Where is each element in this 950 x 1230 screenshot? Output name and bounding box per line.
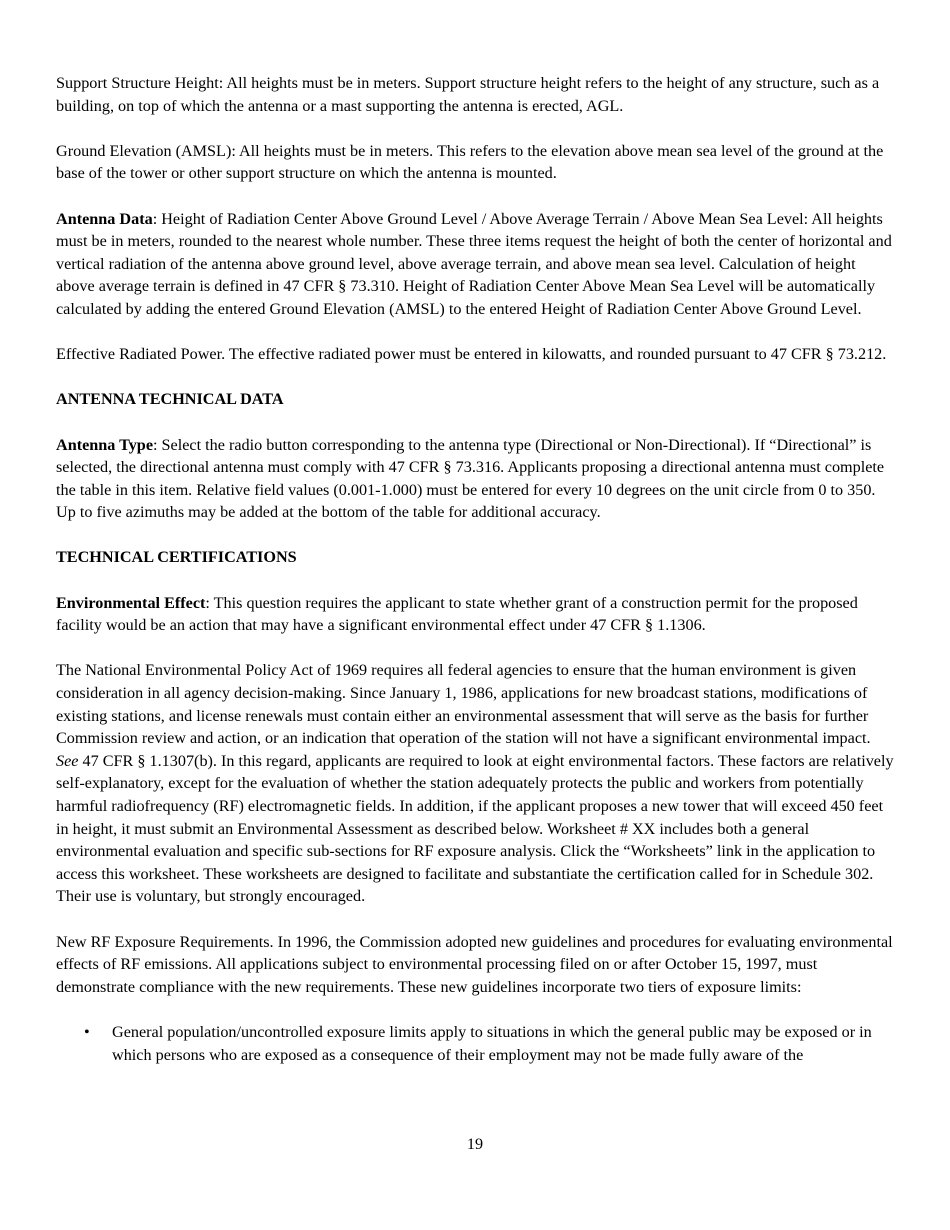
section-heading-technical-certifications: TECHNICAL CERTIFICATIONS [56,548,297,567]
rf-exposure-paragraph: New RF Exposure Requirements. In 1996, the Commission adopted new guidelines and procedures for evaluating environmental effects of RF emissions. All applications subject to environmental processing filed on or after October 15, 1997, must demonstrate compliance with the new requirements. These new guidelines incorporate two tiers of exposure limits: [56,932,893,996]
page-number: 19 [466,1135,484,1153]
exposure-limits-list [56,1021,896,1066]
section-heading-antenna-technical-data: ANTENNA TECHNICAL DATA [56,390,284,409]
nepa-paragraph [56,659,896,908]
antenna-type-text: : Select the radio button corresponding to the antenna type (Directional or Non-Directional). If “Directional” is selected, the directional antenna must comply with 47 CFR § 73.316. Applicants proposing a directional antenna must complete the table in this item. Relative field values (0.001-1.000) must be entered for every 10 degrees on the unit circle from 0 to 350. Up to five azimuths may be added at the bottom of the table for additional accuracy. [56,435,885,522]
nepa-text-after: 47 CFR § 1.1307(b). In this regard, applicants are required to look at eight environmental factors. These factors are relatively self-explanatory, except for the evaluation of whether the station adequately protects the public and workers from potentially harmful radiofrequency (RF) electromagnetic fields. In addition, if the applicant proposes a new tower that will exceed 450 feet in height, it must submit an Environmental Assessment as described below. Worksheet # XX includes both a general environmental evaluation and specific sub-sections for RF exposure analysis. Click the “Worksheets” link in the application to access this worksheet. These worksheets are designed to facilitate and substantiate the certification called for in Schedule 302. Their use is voluntary, but strongly encouraged. [56,751,894,906]
document-page [56,72,896,1066]
environmental-effect-label: Environmental Effect [56,593,206,612]
antenna-type-paragraph [56,434,896,524]
list-item-text: General population/uncontrolled exposure limits apply to situations in which the general public may be exposed or in which persons who are exposed as a consequence of their employment may not be made fully aware of the [112,1022,872,1064]
nepa-see-italic: See [56,751,79,770]
support-structure-paragraph: Support Structure Height: All heights must be in meters. Support structure height refers to the height of any structure, such as a building, on top of which the antenna or a mast supporting the antenna is erected, AGL. [56,74,880,115]
bullet-mark: • [84,1022,90,1041]
antenna-type-label: Antenna Type [56,435,153,454]
erp-paragraph: Effective Radiated Power. The effective radiated power must be entered in kilowatts, and rounded pursuant to 47 CFR § 73.212. [56,345,887,364]
environmental-effect-text: : This question requires the applicant to state whether grant of a construction permit for the proposed facility would be an action that may have a significant environmental effect under 47 CFR § 1.1306. [56,593,858,635]
list-item [56,1021,896,1066]
antenna-data-paragraph [56,208,896,321]
antenna-data-label: Antenna Data [56,209,153,228]
antenna-data-text: : Height of Radiation Center Above Ground Level / Above Average Terrain / Above Mean Sea Level: All heights must be in meters, rounded to the nearest whole number. These three items request the height of both the center of horizontal and vertical radiation of the antenna above ground level, above average terrain, and above mean sea level. Calculation of height above average terrain is defined in 47 CFR § 73.310. Height of Radiation Center Above Mean Sea Level will be automatically calculated by adding the entered Ground Elevation (AMSL) to the entered Height of Radiation Center Above Ground Level. [56,209,892,318]
nepa-text-before: The National Environmental Policy Act of 1969 requires all federal agencies to ensure that the human environment is given consideration in all agency decision-making. Since January 1, 1986, applications for new broadcast stations, modifications of existing stations, and license renewals must contain either an environmental assessment that will serve as the basis for further Commission review and action, or an indication that operation of the station will not have a significant environmental impact. [56,661,871,748]
ground-elevation-paragraph: Ground Elevation (AMSL): All heights must be in meters. This refers to the elevation above mean sea level of the ground at the base of the tower or other support structure on which the antenna is mounted. [56,141,884,183]
environmental-effect-paragraph [56,592,896,637]
